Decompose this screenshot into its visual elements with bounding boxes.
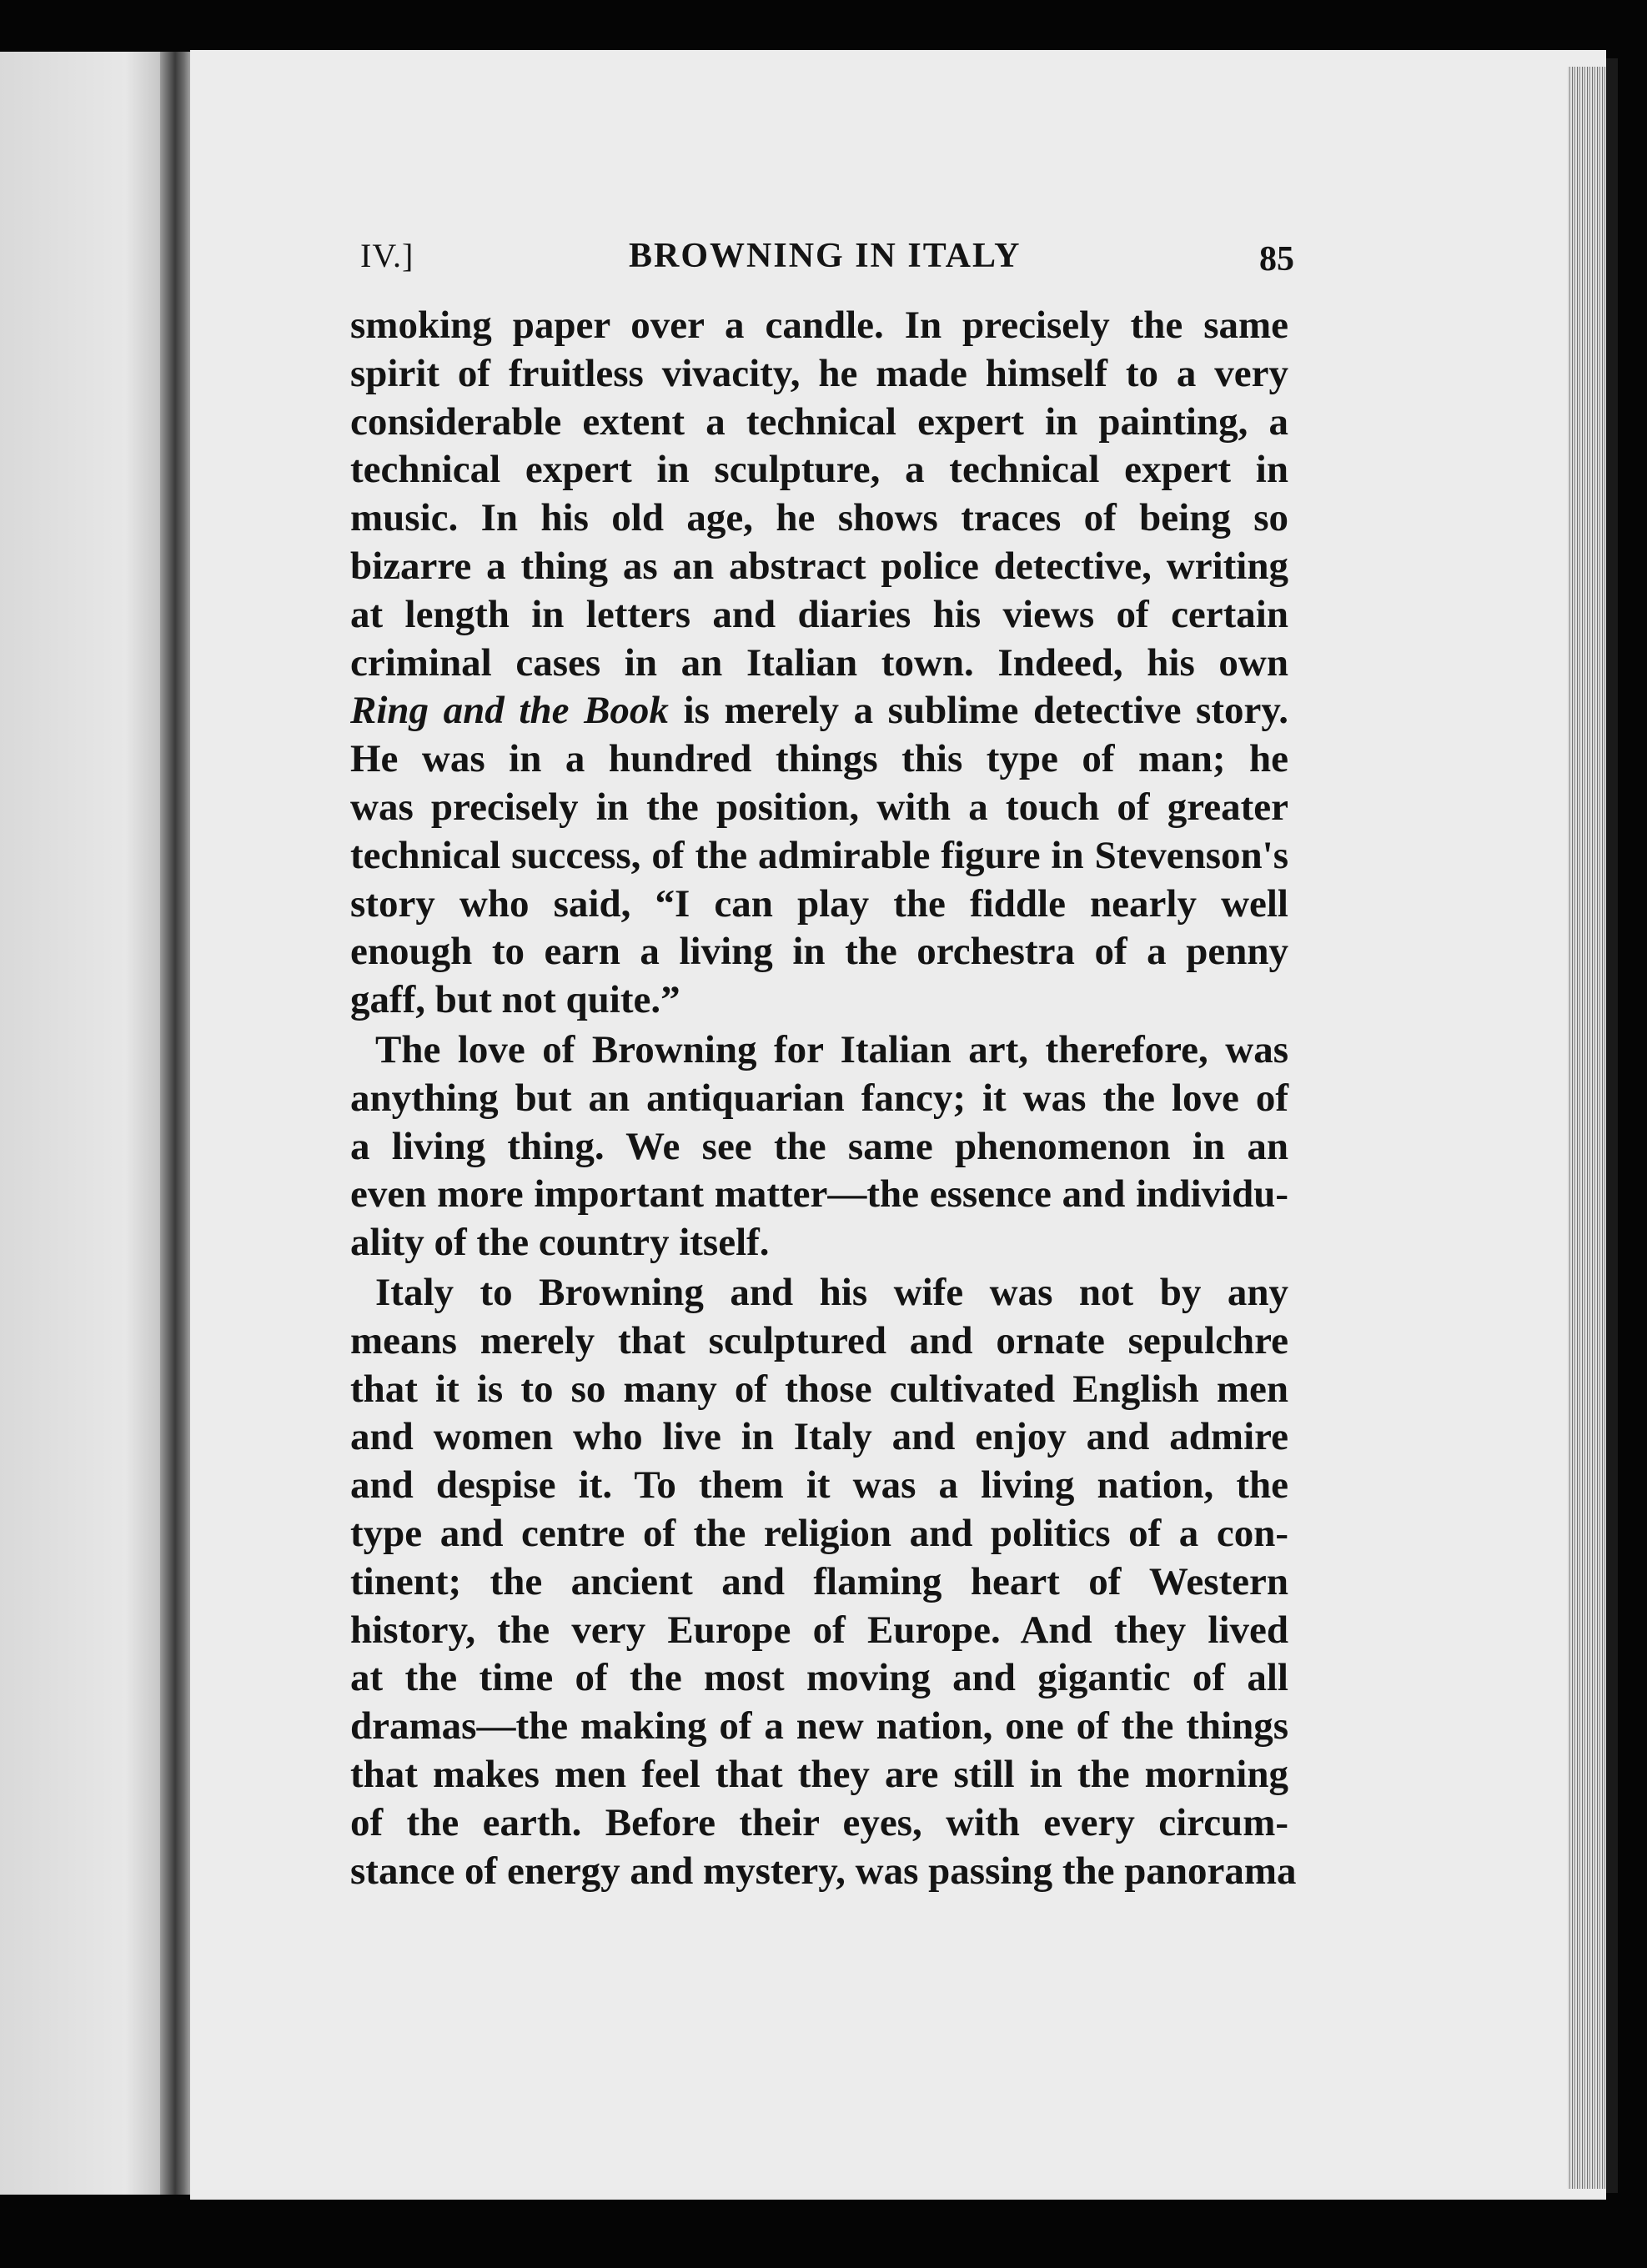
text-line: He was in a hundred things this type of man; he <box>350 737 1288 781</box>
text-line: smoking paper over a candle. In precisely the same <box>350 304 1288 347</box>
paragraph-1 <box>350 302 1288 1025</box>
text-line: spirit of fruitless vivacity, he made himself to a very <box>350 351 1288 395</box>
text-line-rest: is merely a sublime detective story. <box>683 689 1289 733</box>
text-line: at the time of the most moving and gigantic of all <box>350 1656 1288 1700</box>
paragraph-3 <box>350 1269 1297 1895</box>
text-line: considerable extent a technical expert in painting, a <box>350 399 1288 444</box>
text-line: gaff, but not quite.” <box>350 978 680 1022</box>
text-line: ality of the country itself. <box>350 1221 770 1265</box>
page-edge-stack <box>1568 67 1608 2189</box>
chapter-marker: IV.] <box>360 237 414 274</box>
text-line-with-title <box>350 687 1288 735</box>
text-line: even more important matter—the essence and individu- <box>350 1172 1288 1217</box>
text-line: at length in letters and diaries his views of certain <box>350 592 1288 636</box>
text-line: history, the very Europe of Europe. And they lived <box>350 1608 1288 1652</box>
text-line: and women who live in Italy and enjoy and admire <box>350 1415 1288 1459</box>
text-line: of the earth. Before their eyes, with every circum- <box>350 1800 1288 1844</box>
page-number: 85 <box>1259 240 1294 278</box>
book-gutter <box>160 52 193 2195</box>
text-line: technical success, of the admirable figure in Stevenson's <box>350 833 1288 877</box>
book-title: Ring and the Book <box>350 689 669 733</box>
text-line: technical expert in sculpture, a technical expert in <box>350 448 1288 492</box>
text-line: enough to earn a living in the orchestra of a penny <box>350 930 1288 974</box>
text-line: music. In his old age, he shows traces of being so <box>350 496 1288 540</box>
text-line: stance of energy and mystery, was passing the panorama <box>350 1849 1297 1893</box>
text-line: dramas—the making of a new nation, one of the things <box>350 1704 1288 1749</box>
paragraph-2 <box>350 1026 1288 1267</box>
page-edge-shadow <box>1606 58 1618 2193</box>
text-line: bizarre a thing as an abstract police detective, writing <box>350 544 1288 588</box>
text-line: type and centre of the religion and politics of a con- <box>350 1511 1288 1555</box>
text-line: that makes men feel that they are still in the morning <box>350 1752 1288 1796</box>
text-line: anything but an antiquarian fancy; it was the love of <box>350 1076 1288 1120</box>
text-line: means merely that sculptured and ornate sepulchre <box>350 1318 1288 1362</box>
text-line: The love of Browning for Italian art, therefore, was <box>375 1027 1288 1071</box>
text-line: criminal cases in an Italian town. Indeed, his own <box>350 640 1288 685</box>
text-line: story who said, “I can play the fiddle nearly well <box>350 881 1288 926</box>
text-line: tinent; the ancient and flaming heart of Western <box>350 1559 1288 1603</box>
text-line: and despise it. To them it was a living nation, the <box>350 1463 1288 1508</box>
previous-page-edge <box>0 52 179 2195</box>
text-line: Italy to Browning and his wife was not by any <box>375 1270 1288 1314</box>
text-line: a living thing. We see the same phenomenon in an <box>350 1124 1288 1168</box>
body-text <box>350 302 1297 1895</box>
running-title: BROWNING IN ITALY <box>629 237 1022 275</box>
text-line: was precisely in the position, with a touch of greater <box>350 785 1288 829</box>
text-line: that it is to so many of those cultivated English men <box>350 1367 1288 1411</box>
running-head <box>360 236 1294 286</box>
